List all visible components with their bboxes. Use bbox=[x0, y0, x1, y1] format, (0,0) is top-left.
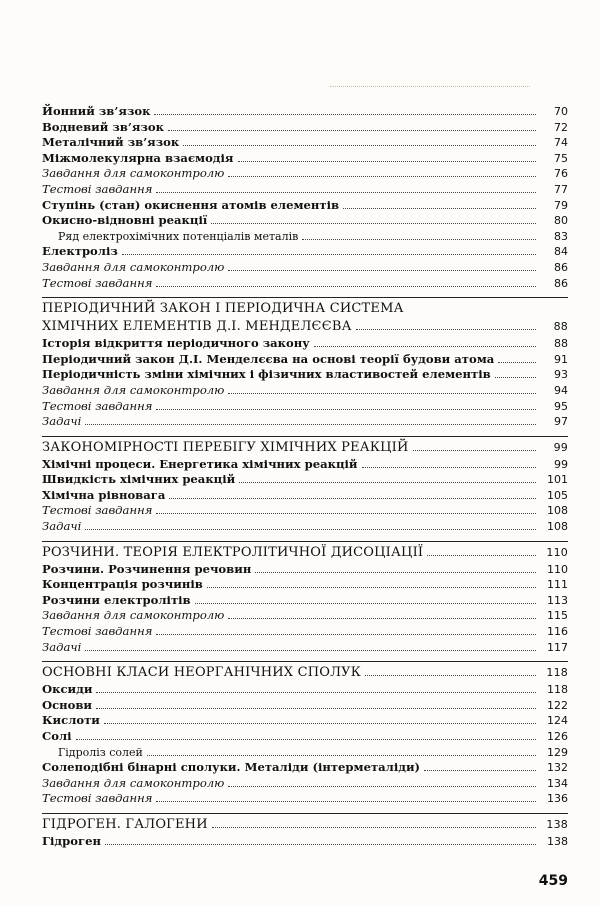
bleed-through-mark bbox=[330, 78, 530, 87]
chapter-heading[interactable]: РОЗЧИНИ. ТЕОРІЯ ЕЛЕКТРОЛІТИЧНОЇ ДИСОЦІАЦІЇ 110 bbox=[42, 544, 568, 560]
toc-entry[interactable]: Завдання для самоконтролю 134 bbox=[42, 775, 568, 790]
toc-entry[interactable]: Оксиди 118 bbox=[42, 682, 568, 697]
toc-entry[interactable]: Тестові завдання 77 bbox=[42, 181, 568, 196]
toc-entry[interactable]: Кислоти 124 bbox=[42, 713, 568, 728]
toc-section bbox=[42, 816, 568, 850]
chapter-heading[interactable]: ГІДРОГЕН. ГАЛОГЕНИ 138 bbox=[42, 816, 568, 832]
toc-subentry[interactable]: Гідроліз солей 129 bbox=[58, 745, 568, 759]
toc-entry[interactable]: Тестові завдання 95 bbox=[42, 398, 568, 413]
toc-entry[interactable]: Періодичний закон Д.І. Менделєєва на основі теорії будови атома 91 bbox=[42, 351, 568, 366]
toc-section bbox=[42, 300, 568, 430]
toc-entry[interactable]: Електроліз 84 bbox=[42, 244, 568, 259]
section-divider bbox=[42, 297, 568, 298]
toc-entry[interactable]: Періодичність зміни хімічних і фізичних властивостей елементів 93 bbox=[42, 367, 568, 382]
toc-section bbox=[42, 664, 568, 807]
toc-entry[interactable]: Історія відкриття періодичного закону 88 bbox=[42, 336, 568, 351]
toc-entry[interactable]: Тестові завдання 86 bbox=[42, 275, 568, 290]
chapter-heading[interactable]: ЗАКОНОМІРНОСТІ ПЕРЕБІГУ ХІМІЧНИХ РЕАКЦІЙ 99 bbox=[42, 439, 568, 455]
toc-entry[interactable]: Розчини. Розчинення речовин 110 bbox=[42, 561, 568, 576]
chapter-title-line: ПЕРІОДИЧНИЙ ЗАКОН І ПЕРІОДИЧНА СИСТЕМА bbox=[42, 301, 404, 317]
toc-entry[interactable]: Солеподібні бінарні сполуки. Металіди (інтерметаліди) 132 bbox=[42, 760, 568, 775]
section-divider bbox=[42, 813, 568, 814]
toc-entry[interactable]: Солі 126 bbox=[42, 729, 568, 743]
toc-entry[interactable]: Хімічна рівновага 105 bbox=[42, 487, 568, 502]
toc-entry[interactable]: Концентрація розчинів 111 bbox=[42, 577, 568, 592]
toc-entry[interactable]: Тестові завдання 108 bbox=[42, 503, 568, 518]
toc-subentry[interactable]: Ряд електрохімічних потенціалів металів 83 bbox=[58, 229, 568, 243]
toc-entry[interactable]: Міжмолекулярна взаємодія 75 bbox=[42, 150, 568, 165]
toc-section bbox=[42, 544, 568, 656]
toc-entry[interactable]: Йонний зв’язок 70 bbox=[42, 104, 568, 118]
section-divider bbox=[42, 436, 568, 437]
toc-entry[interactable]: Хімічні процеси. Енергетика хімічних реакцій 99 bbox=[42, 456, 568, 471]
toc-section bbox=[42, 104, 568, 291]
chapter-heading[interactable]: ХІМІЧНИХ ЕЛЕМЕНТІВ Д.І. МЕНДЕЛЄЄВА 88 bbox=[42, 319, 568, 335]
table-of-contents bbox=[42, 104, 568, 850]
toc-entry[interactable]: Водневий зв’язок 72 bbox=[42, 119, 568, 134]
page-number: 459 bbox=[538, 873, 568, 889]
toc-entry[interactable]: Задачі 97 bbox=[42, 414, 568, 429]
toc-entry[interactable]: Металічний зв’язок 74 bbox=[42, 135, 568, 150]
toc-entry[interactable]: Завдання для самоконтролю 94 bbox=[42, 382, 568, 397]
toc-entry[interactable]: Задачі 117 bbox=[42, 639, 568, 654]
toc-entry[interactable]: Тестові завдання 136 bbox=[42, 791, 568, 806]
toc-entry[interactable]: Тестові завдання 116 bbox=[42, 624, 568, 639]
toc-section bbox=[42, 439, 568, 535]
toc-entry[interactable]: Швидкість хімічних реакцій 101 bbox=[42, 472, 568, 487]
section-divider bbox=[42, 661, 568, 662]
toc-entry[interactable]: Розчини електролітів 113 bbox=[42, 592, 568, 607]
toc-entry[interactable]: Основи 122 bbox=[42, 697, 568, 712]
toc-entry[interactable]: Завдання для самоконтролю 115 bbox=[42, 608, 568, 623]
toc-entry[interactable]: Завдання для самоконтролю 86 bbox=[42, 259, 568, 274]
toc-entry[interactable]: Завдання для самоконтролю 76 bbox=[42, 166, 568, 181]
toc-entry[interactable]: Окисно-відновні реакції 80 bbox=[42, 213, 568, 228]
toc-entry[interactable]: Задачі 108 bbox=[42, 519, 568, 534]
chapter-heading[interactable]: ОСНОВНІ КЛАСИ НЕОРГАНІЧНИХ СПОЛУК 118 bbox=[42, 665, 568, 681]
toc-entry[interactable]: Гідроген 138 bbox=[42, 833, 568, 848]
section-divider bbox=[42, 541, 568, 542]
toc-entry[interactable]: Ступінь (стан) окиснення атомів елементів 79 bbox=[42, 197, 568, 212]
